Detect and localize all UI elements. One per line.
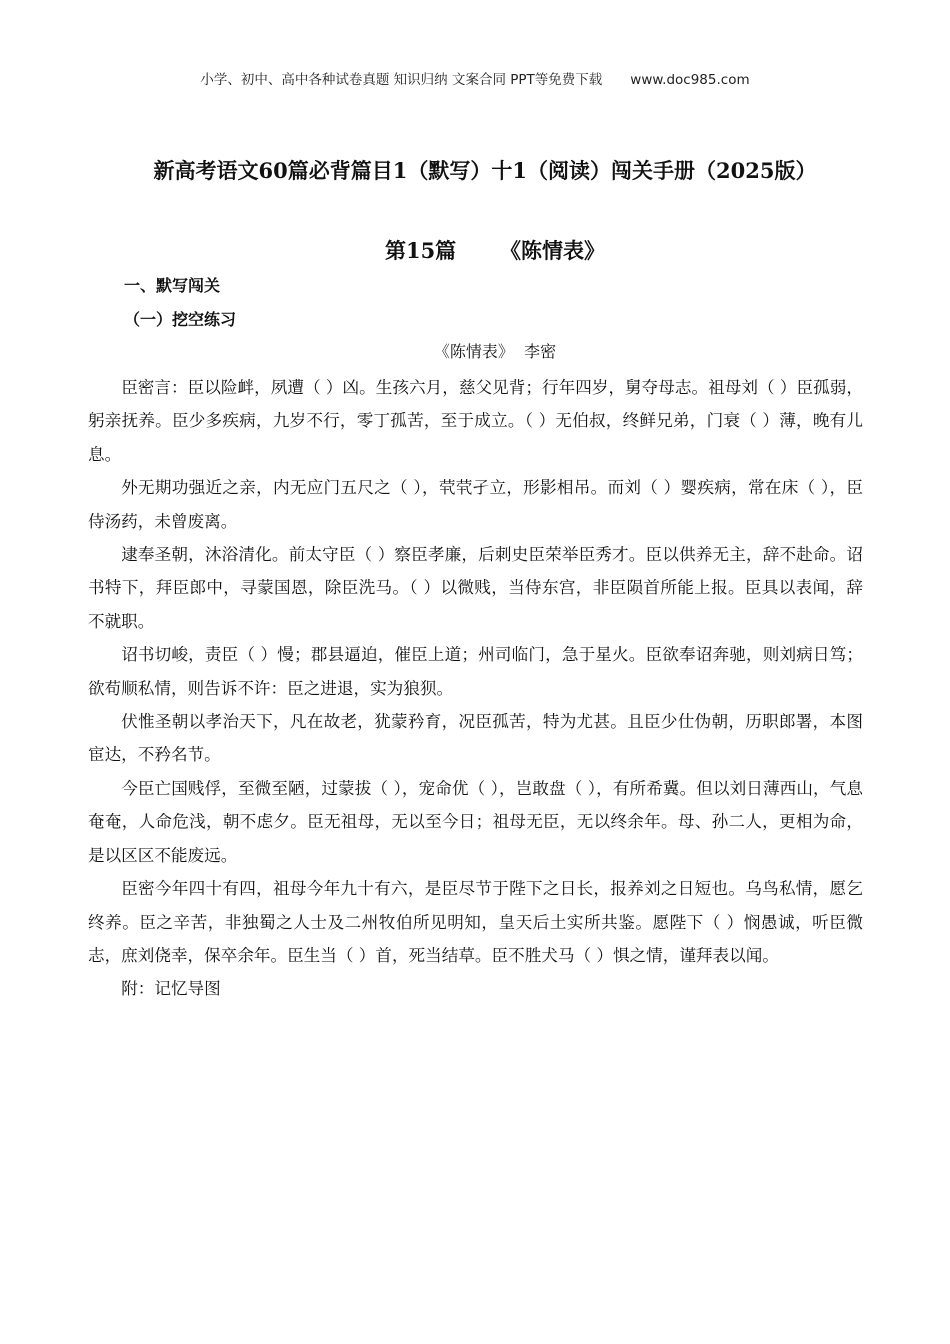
chapter-title: 第15篇 《陈情表》 — [384, 238, 606, 263]
poem-paragraph: 臣密今年四十有四，祖母今年九十有六，是臣尽节于陛下之日长，报养刘之日短也。乌鸟私情，愿乞终养。臣之辛苦，非独蜀之人士及二州牧伯所见明知，皇天后土实所共鉴。愿陛下（ ）悯愚诚，听臣微志，庶刘侥幸，保卒余年。臣生当（ ）首，死当结草。臣不胜犬马（ ）惧之情，谨拜表以闻。 — [88, 879, 863, 965]
header-site-link[interactable]: www.doc985.com — [630, 72, 750, 88]
poem-paragraph: 外无期功强近之亲，内无应门五尺之（ ），茕茕孑立，形影相吊。而刘（ ）婴疾病，常在床（ ），臣侍汤药，未曾废离。 — [88, 478, 863, 531]
section-heading-dictation: 一、默写闯关 — [124, 276, 221, 295]
poem-heading: 《陈情表》 李密 — [433, 342, 557, 361]
document-title: 新高考语文60篇必背篇目1（默写）十1（阅读）闯关手册（2025版） — [153, 158, 817, 183]
poem-body — [88, 371, 863, 1006]
poem-paragraph: 逮奉圣朝，沐浴清化。前太守臣（ ）察臣孝廉，后刺史臣荣举臣秀才。臣以供养无主，辞不赴命。诏书特下，拜臣郎中，寻蒙国恩，除臣洗马。（ ）以微贱，当侍东宫，非臣陨首所能上报。臣具以表闻，辞不就职。 — [88, 545, 863, 631]
poem-paragraph: 臣密言：臣以险衅，夙遭（ ）凶。生孩六月，慈父见背；行年四岁，舅夺母志。祖母刘（ ）臣孤弱，躬亲抚养。臣少多疾病，九岁不行，零丁孤苦，至于成立。（ ）无伯叔，终鲜兄弟，门衰（ ）薄，晚有儿息。 — [88, 378, 863, 464]
poem-paragraph: 伏惟圣朝以孝治天下，凡在故老，犹蒙矜育，况臣孤苦，特为尤甚。且臣少仕伪朝，历职郎署，本图宦达，不矜名节。 — [88, 712, 863, 765]
section-heading-fill-blank: （一）挖空练习 — [124, 310, 237, 329]
appendix-label: 附：记忆导图 — [121, 979, 221, 999]
poem-paragraph: 今臣亡国贱俘，至微至陋，过蒙拔（ ），宠命优（ ），岂敢盘（ ），有所希冀。但以刘日薄西山，气息奄奄，人命危浅，朝不虑夕。臣无祖母，无以至今日；祖母无臣，无以终余年。母、孙二人，更相为命，是以区区不能废远。 — [88, 778, 863, 865]
poem-paragraph: 诏书切峻，责臣（ ）慢；郡县逼迫，催臣上道；州司临门，急于星火。臣欲奉诏奔驰，则刘病日笃；欲苟顺私情，则告诉不许：臣之进退，实为狼狈。 — [88, 645, 863, 698]
page-header — [0, 68, 950, 88]
header-text: 小学、初中、高中各种试卷真题 知识归纳 文案合同 PPT等免费下载 — [200, 72, 603, 88]
